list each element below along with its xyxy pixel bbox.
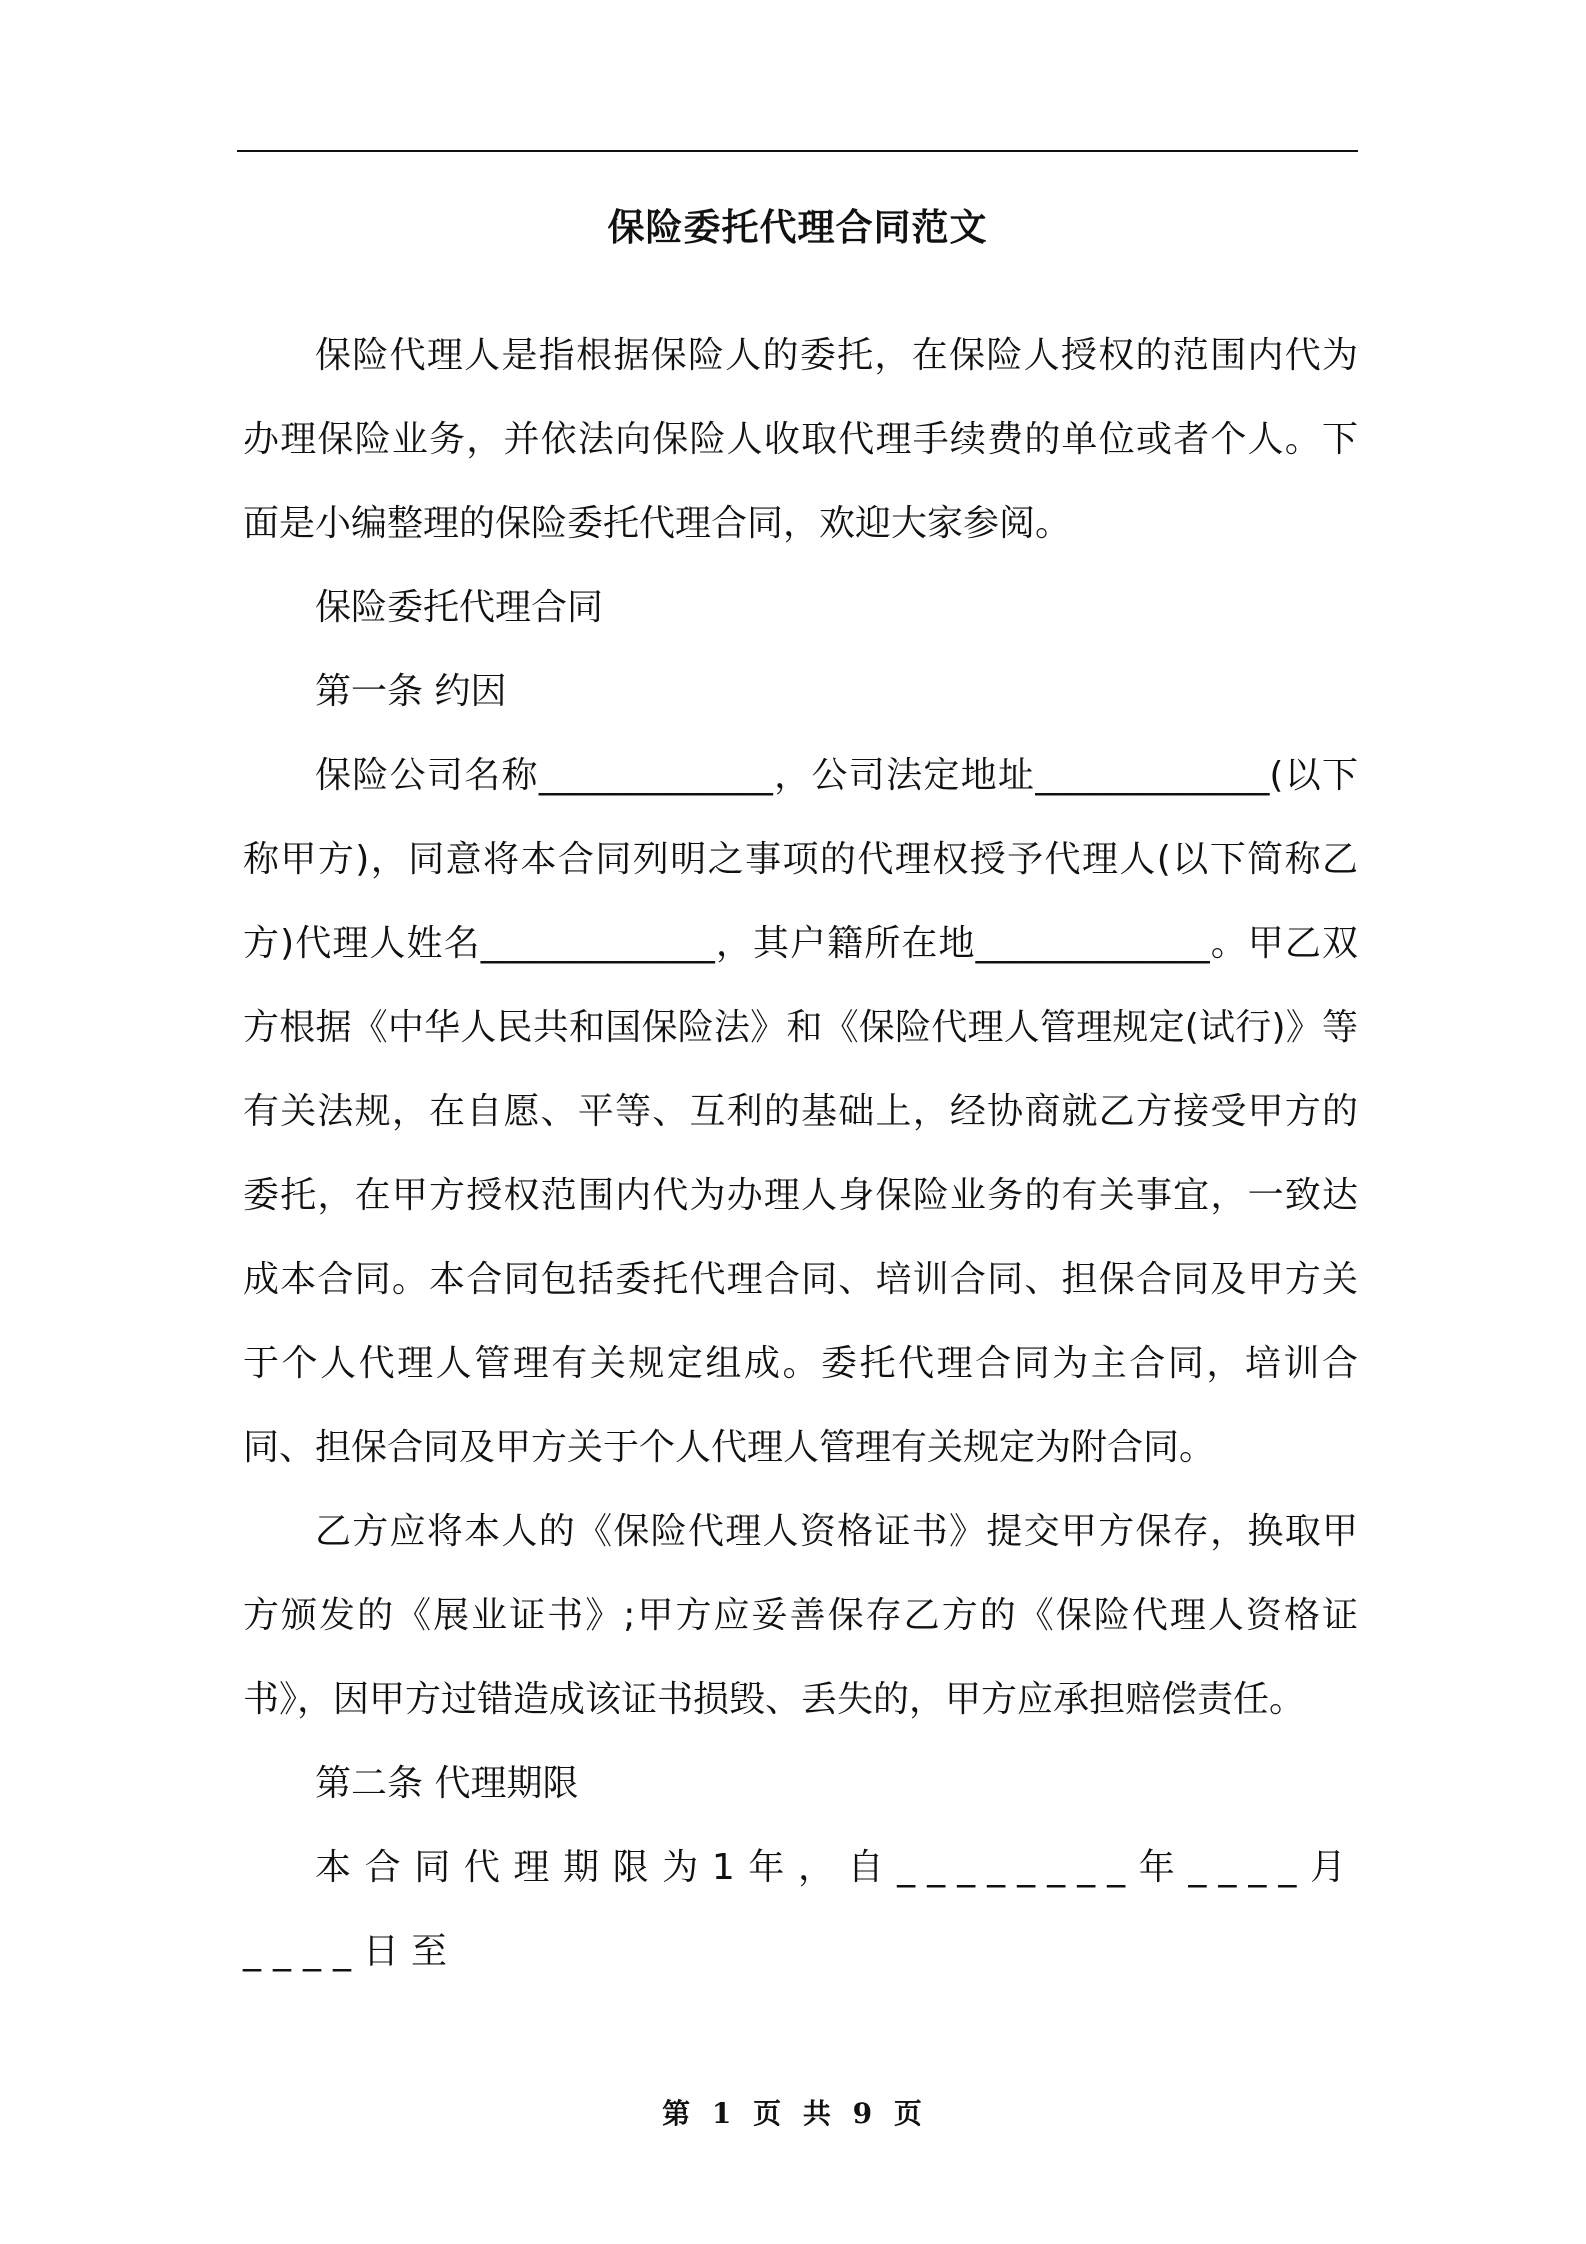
- header-rule: [237, 150, 1358, 152]
- contract-heading: 保险委托代理合同: [315, 587, 604, 628]
- document-title: 保险委托代理合同范文: [607, 206, 988, 249]
- page-number: 第 1 页 共 9 页: [662, 2097, 924, 2130]
- article-1-heading: 第一条 约因: [315, 671, 507, 712]
- certificate-paragraph: 乙方应将本人的《保险代理人资格证书》提交甲方保存，换取甲方颁发的《展业证书》;甲方应妥善保存乙方的《保险代理人资格证书》，因甲方过错造成该证书损毁、丢失的，甲方应承担赔偿责任。: [243, 1511, 1358, 1720]
- document-body: [243, 314, 1358, 1994]
- intro-paragraph: 保险代理人是指根据保险人的委托，在保险人授权的范围内代为办理保险业务，并依法向保险人收取代理手续费的单位或者个人。下面是小编整理的保险委托代理合同，欢迎大家参阅。: [243, 335, 1358, 544]
- article-1-paragraph: 保险公司名称_____________，公司法定地址_____________(以下称甲方)，同意将本合同列明之事项的代理权授予代理人(以下简称乙方)代理人姓名_____________，其户籍所在地_____________。甲乙双方根据《中华人民共和国保险法》和《保险代理人管理规定(试行)》等有关法规，在自愿、平等、互利的基础上，经协商就乙方接受甲方的委托，在甲方授权范围内代为办理人身保险业务的有关事宜，一致达成本合同。本合同包括委托代理合同、培训合同、担保合同及甲方关于个人代理人管理有关规定组成。委托代理合同为主合同，培训合同、担保合同及甲方关于个人代理人管理有关规定为附合同。: [243, 755, 1358, 1468]
- term-paragraph: 本合同代理期限为1年，自________年____月____日至: [243, 1847, 1358, 1972]
- article-2-heading: 第二条 代理期限: [315, 1763, 579, 1804]
